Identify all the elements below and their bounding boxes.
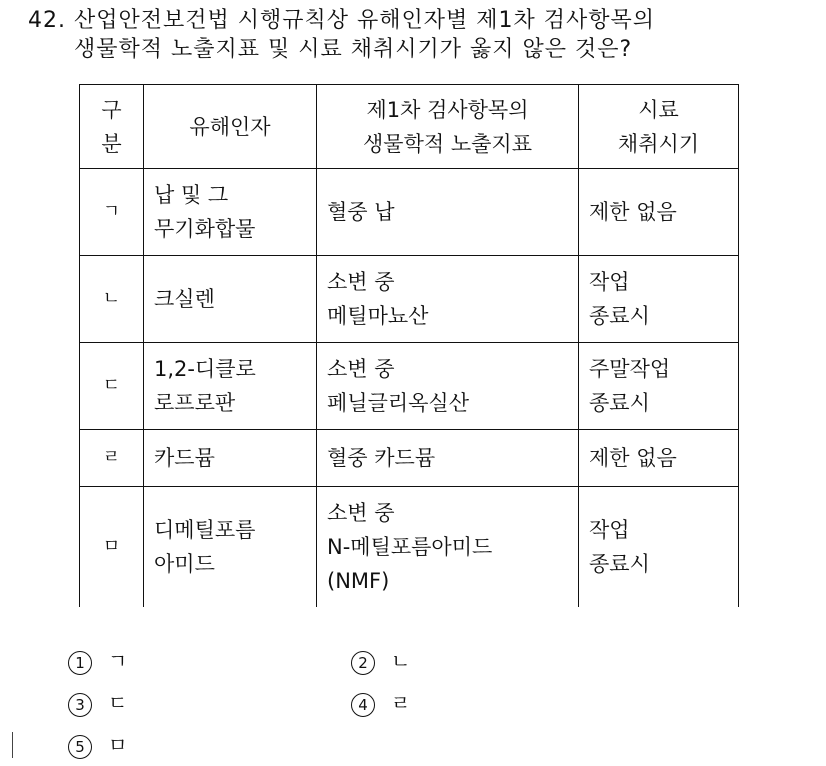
row-time — [579, 169, 739, 256]
question-text-1: 산업안전보건법 시행규칙상 유해인자별 제1차 검사항목의 — [74, 8, 656, 33]
row-index-l2: 페닐글리옥실산 — [327, 391, 470, 415]
row-index — [317, 430, 579, 487]
choice-marker: 3 — [68, 693, 92, 717]
row-time — [579, 343, 739, 430]
row-factor-l2: 로프로판 — [154, 391, 236, 415]
header-index-l1: 제1차 검사항목의 — [366, 97, 529, 122]
question-stem — [28, 6, 655, 64]
row-time — [579, 487, 739, 607]
row-index-l3: (NMF) — [327, 568, 390, 593]
choice-marker: 5 — [68, 735, 92, 759]
row-index — [317, 256, 579, 343]
question-text-2: 생물학적 노출지표 및 시료 채취시기가 옳지 않은 것은? — [74, 37, 633, 62]
row-index — [317, 343, 579, 430]
row-index-l1: 혈중 카드뮴 — [327, 446, 436, 470]
header-index — [317, 85, 579, 169]
row-time-l1: 작업 — [589, 517, 630, 542]
row-index-l1: 소변 중 — [327, 270, 395, 294]
header-category-l1: 구 — [101, 97, 122, 122]
row-index-l1: 혈중 납 — [327, 200, 395, 224]
row-time-l2: 종료시 — [589, 551, 650, 576]
choice-5[interactable] — [68, 724, 351, 766]
row-factor-l1: 납 및 그 — [154, 183, 229, 207]
row-time-l2: 종료시 — [589, 391, 650, 415]
choice-text: ㄹ — [391, 691, 411, 715]
header-factor: 유해인자 — [144, 85, 317, 169]
choice-text: ㅁ — [108, 733, 128, 757]
row-factor — [144, 430, 317, 487]
table-header-row — [80, 85, 739, 169]
row-time-l1: 작업 — [589, 270, 630, 294]
answer-table — [79, 84, 739, 607]
header-time-l2: 채취시기 — [617, 131, 700, 156]
row-factor-l1: 카드뮴 — [154, 446, 215, 470]
row-index — [317, 169, 579, 256]
choice-marker: 1 — [68, 651, 92, 675]
page-edge-divider — [12, 732, 13, 758]
choice-3[interactable] — [68, 682, 351, 724]
row-factor-l1: 크실렌 — [154, 287, 215, 311]
choice-row-3 — [68, 724, 768, 766]
table-row — [80, 430, 739, 487]
row-time-l1: 주말작업 — [589, 357, 671, 381]
row-time-l2: 종료시 — [589, 304, 650, 328]
question-line-1 — [28, 6, 655, 35]
row-time — [579, 430, 739, 487]
choice-text: ㄱ — [108, 649, 128, 673]
choice-marker: 4 — [351, 693, 375, 717]
row-label: ㅁ — [80, 487, 144, 607]
row-index-l2: 메틸마뇨산 — [327, 304, 429, 328]
row-label: ㄷ — [80, 343, 144, 430]
choice-text: ㄴ — [391, 649, 411, 673]
choice-marker: 2 — [351, 651, 375, 675]
table-row — [80, 256, 739, 343]
row-label: ㄹ — [80, 430, 144, 487]
row-factor-l2: 아미드 — [154, 551, 215, 576]
row-label: ㄱ — [80, 169, 144, 256]
header-category — [80, 85, 144, 169]
row-index-l1: 소변 중 — [327, 357, 395, 381]
table-row — [80, 169, 739, 256]
row-factor-l1: 디메틸포름 — [154, 517, 256, 542]
choice-row-1 — [68, 640, 768, 682]
row-factor-l1: 1,2-디클로 — [154, 357, 256, 381]
choice-4[interactable] — [351, 682, 634, 724]
row-index — [317, 487, 579, 607]
answer-choices — [68, 640, 768, 766]
row-time-l1: 제한 없음 — [589, 446, 677, 470]
table-row — [80, 487, 739, 607]
row-time — [579, 256, 739, 343]
row-index-l2: N-메틸포름아미드 — [327, 534, 493, 559]
header-index-l2: 생물학적 노출지표 — [363, 131, 532, 156]
header-time-l1: 시료 — [638, 97, 679, 122]
choice-2[interactable] — [351, 640, 634, 682]
table-row — [80, 343, 739, 430]
row-factor — [144, 169, 317, 256]
choice-1[interactable] — [68, 640, 351, 682]
row-factor — [144, 343, 317, 430]
row-factor — [144, 256, 317, 343]
row-label: ㄴ — [80, 256, 144, 343]
choice-text: ㄷ — [108, 691, 128, 715]
header-sampling-time — [579, 85, 739, 169]
row-time-l1: 제한 없음 — [589, 200, 677, 224]
row-factor-l2: 무기화합물 — [154, 217, 256, 241]
choice-row-2 — [68, 682, 768, 724]
question-number: 42. — [28, 8, 66, 33]
row-index-l1: 소변 중 — [327, 500, 395, 525]
header-category-l2: 분 — [101, 131, 122, 156]
row-factor — [144, 487, 317, 607]
